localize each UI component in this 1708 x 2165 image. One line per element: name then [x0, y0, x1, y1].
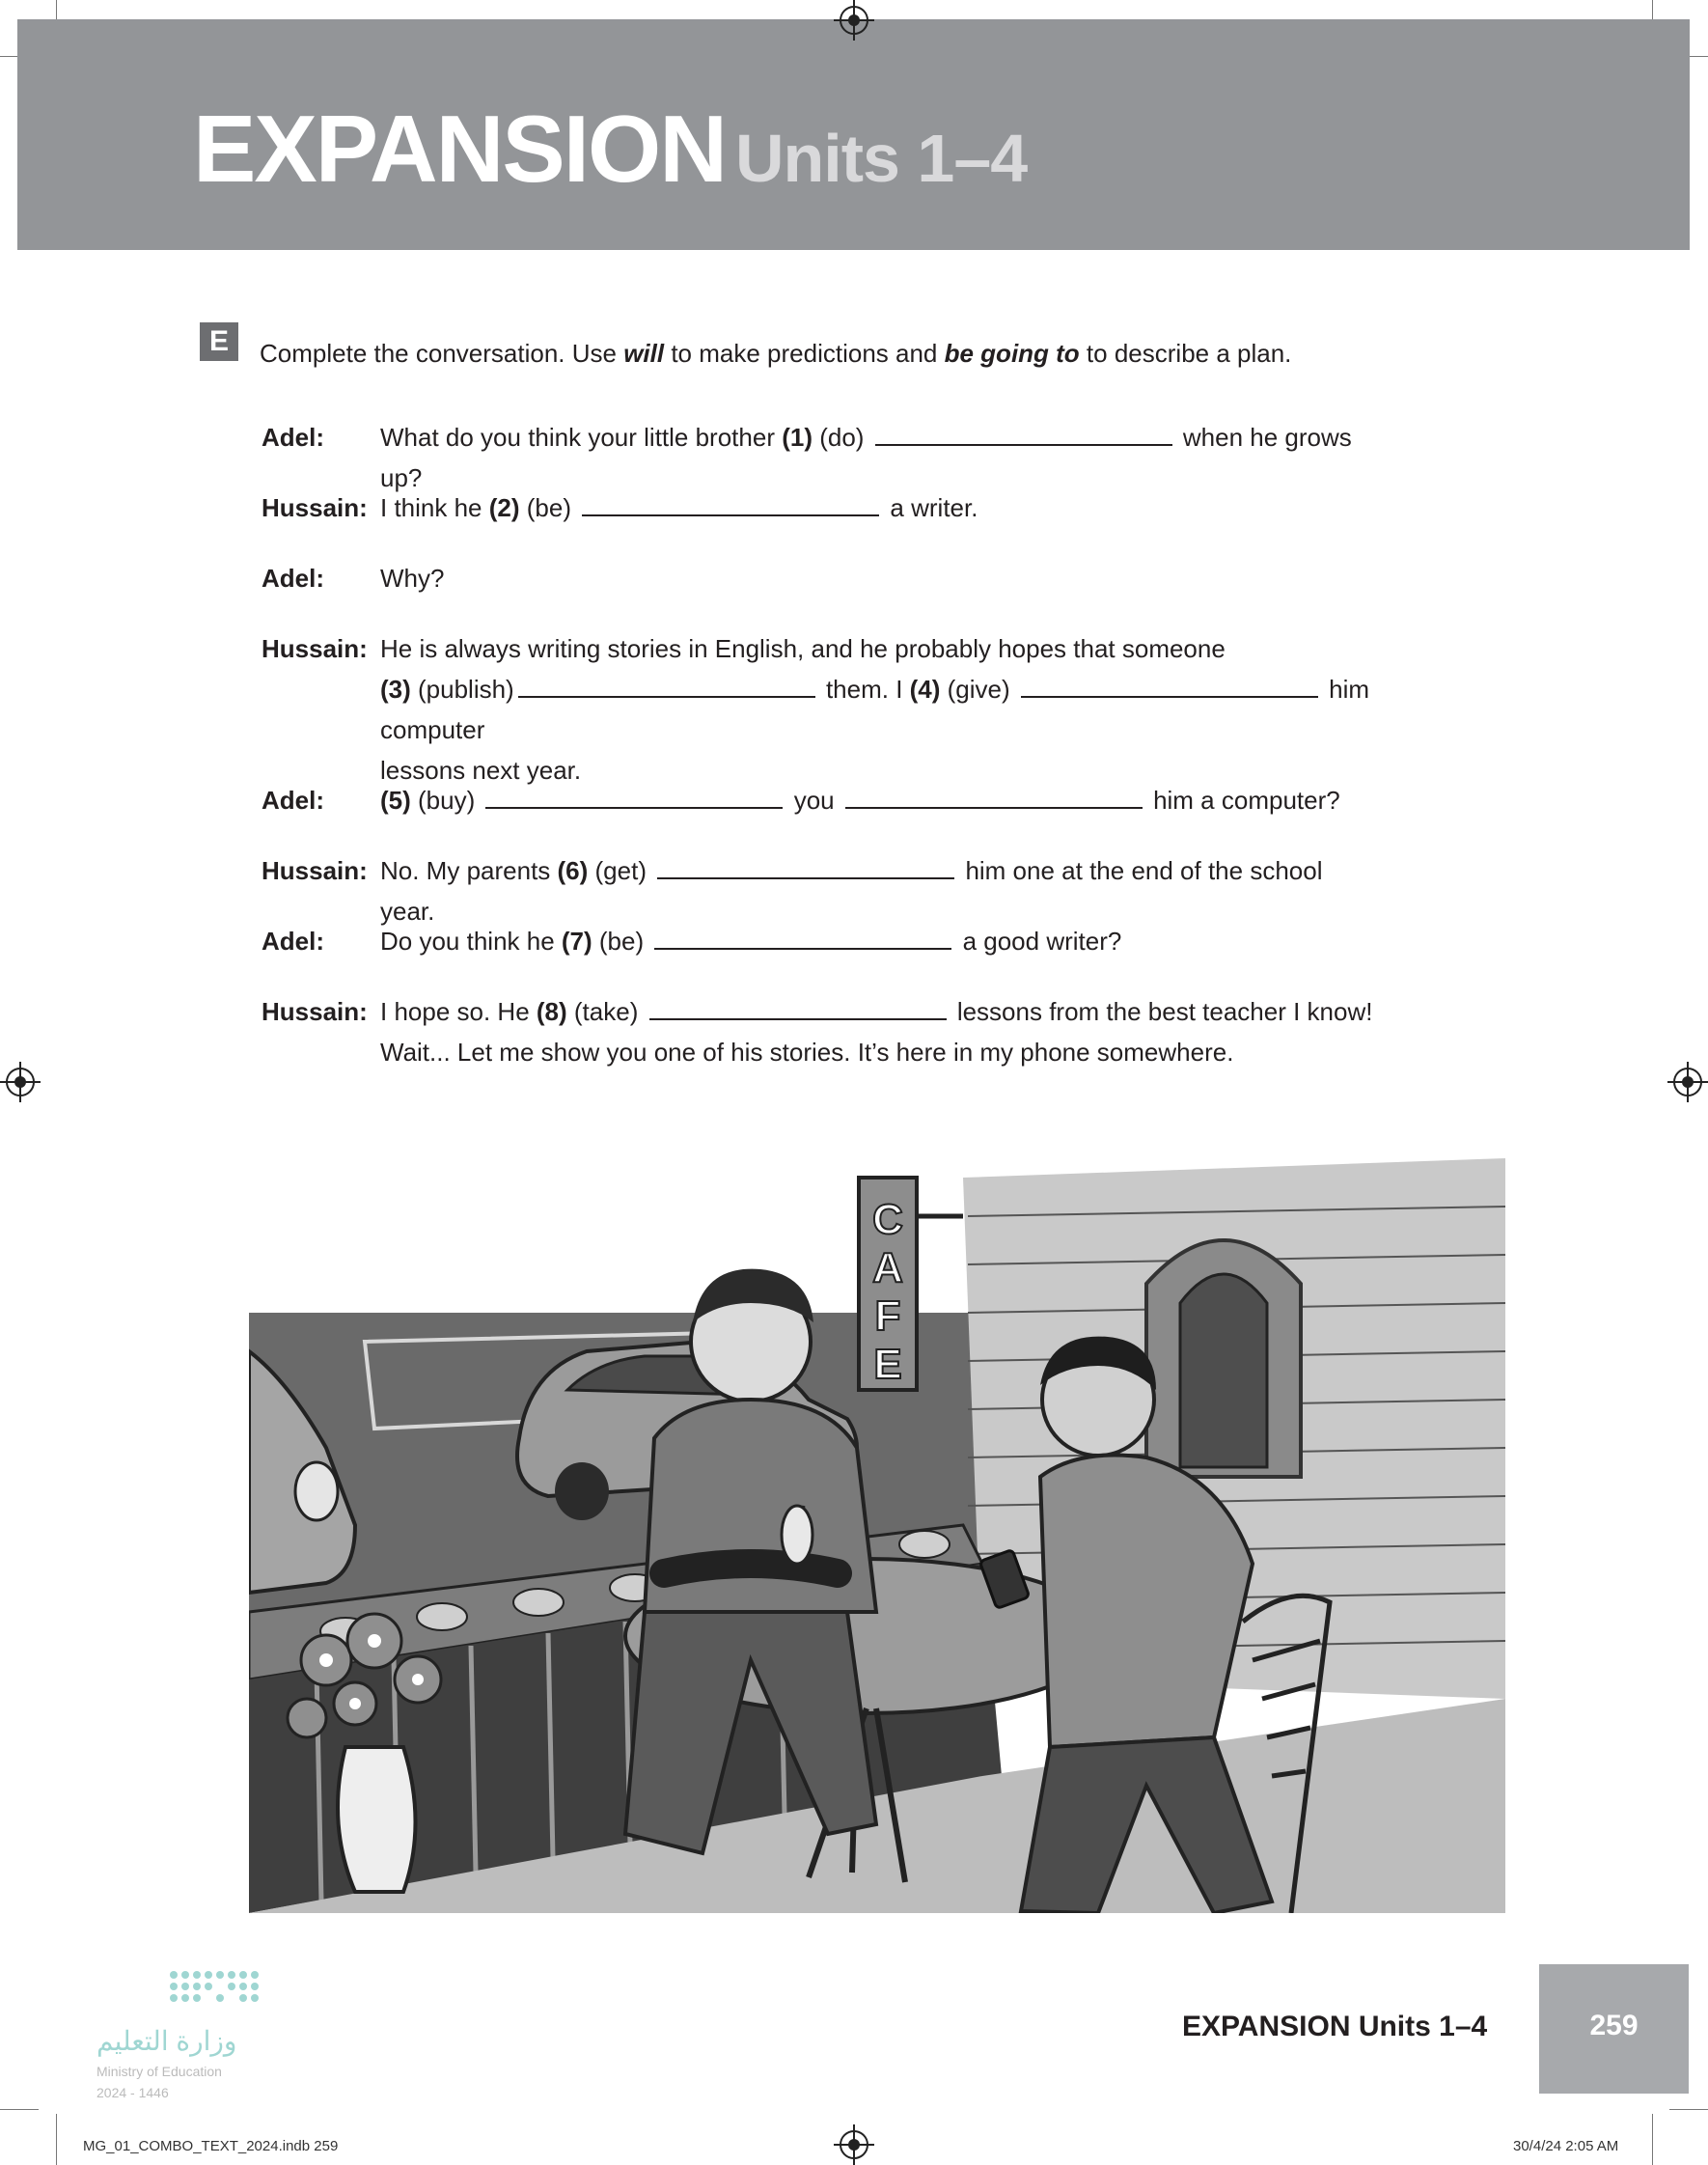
ministry-name-arabic: وزارة التعليم: [96, 2026, 237, 2056]
slug-right: 30/4/24 2:05 AM: [1513, 2138, 1619, 2154]
speaker-label: Hussain:: [262, 997, 368, 1026]
speaker-label: Hussain:: [262, 856, 368, 885]
speech-text: Why?: [380, 564, 445, 593]
text-row: [380, 669, 1374, 750]
verb-cue: (give): [940, 675, 1017, 704]
text: a good writer?: [955, 927, 1122, 956]
speaker-label: Adel:: [262, 927, 324, 956]
answer-blank-8[interactable]: [649, 995, 947, 1020]
speech-text: [380, 780, 1374, 820]
answer-blank-2[interactable]: [582, 491, 879, 516]
ministry-name-english: Ministry of Education: [96, 2064, 222, 2079]
speaker-label: Hussain:: [262, 634, 368, 663]
cafe-illustration: [249, 1158, 1505, 1913]
item-number: (4): [909, 675, 941, 704]
answer-blank-1[interactable]: [875, 421, 1172, 446]
title-sub: Units 1–4: [734, 121, 1028, 196]
sign-letter: A: [872, 1244, 903, 1291]
speaker-label: Adel:: [262, 786, 324, 815]
speaker-label: Hussain:: [262, 493, 368, 522]
text: when he grows up?: [380, 423, 1352, 492]
crop-mark: [0, 2109, 39, 2110]
answer-blank-7[interactable]: [654, 925, 951, 950]
sign-letter: C: [872, 1196, 903, 1243]
answer-blank-5b[interactable]: [845, 784, 1143, 809]
sign-letter: F: [874, 1292, 901, 1340]
page-title: [193, 96, 1028, 202]
registration-mark-icon: [840, 6, 868, 35]
text: you: [786, 786, 841, 815]
text: He is always writing stories in English, and he probably hopes that someone: [380, 634, 1226, 663]
text: a writer.: [883, 493, 978, 522]
text-row: [380, 991, 1374, 1032]
page-number: 259: [1589, 2010, 1639, 2041]
crop-mark: [1652, 2114, 1653, 2165]
sign-letter: E: [873, 1341, 902, 1388]
instruction-keyword-be-going-to: be going to: [944, 339, 1080, 368]
verb-cue: (do): [812, 423, 871, 452]
registration-mark-icon: [1673, 1068, 1702, 1096]
verb-cue: (publish): [410, 675, 514, 704]
text: lessons next year.: [380, 756, 582, 785]
text: him one at the end of the school year.: [380, 856, 1323, 926]
ministry-logo-dots-icon: [96, 1969, 261, 2008]
answer-blank-6[interactable]: [657, 854, 954, 879]
text: I think he: [380, 493, 489, 522]
ministry-logo: [96, 1969, 261, 2104]
text: him a computer?: [1145, 786, 1340, 815]
item-number: (5): [380, 786, 411, 815]
answer-blank-5a[interactable]: [485, 784, 783, 809]
speech-text: [380, 417, 1374, 498]
text: What do you think your little brother: [380, 423, 783, 452]
registration-mark-icon: [6, 1068, 35, 1096]
instruction-text: Complete the conversation. Use: [260, 339, 624, 368]
speech-text: [380, 628, 1374, 791]
registration-mark-icon: [840, 2130, 868, 2159]
speaker-label: Adel:: [262, 564, 324, 593]
slug-left: MG_01_COMBO_TEXT_2024.indb 259: [83, 2138, 339, 2154]
instruction-text: to describe a plan.: [1079, 339, 1292, 368]
verb-cue: (be): [592, 927, 651, 956]
item-number: (1): [782, 423, 813, 452]
exercise-badge: E: [200, 322, 238, 361]
text: lessons from the best teacher I know!: [950, 997, 1373, 1026]
speech-text: [380, 850, 1374, 931]
speech-text: [380, 991, 1374, 1072]
ministry-year: 2024 - 1446: [96, 2085, 169, 2100]
speaker-label: Adel:: [262, 423, 324, 452]
verb-cue: (be): [519, 493, 579, 522]
text: No. My parents: [380, 856, 558, 885]
text: him computer: [380, 675, 1370, 744]
verb-cue: (take): [566, 997, 646, 1026]
speech-text: [380, 487, 1374, 528]
crop-mark: [56, 2114, 57, 2165]
item-number: (2): [488, 493, 520, 522]
title-main: EXPANSION: [193, 96, 726, 202]
answer-blank-3[interactable]: [518, 673, 815, 698]
text: I hope so. He: [380, 997, 537, 1026]
verb-cue: (buy): [410, 786, 482, 815]
item-number: (3): [380, 675, 411, 704]
item-number: (8): [536, 997, 567, 1026]
verb-cue: (get): [588, 856, 654, 885]
text: Do you think he: [380, 927, 562, 956]
instruction-text: to make predictions and: [664, 339, 945, 368]
item-number: (6): [557, 856, 589, 885]
text: Wait... Let me show you one of his stories. It’s here in my phone somewhere.: [380, 1038, 1234, 1067]
exercise-instruction: [260, 336, 1291, 371]
text: them. I: [818, 675, 910, 704]
answer-blank-4[interactable]: [1021, 673, 1318, 698]
speech-text: [380, 921, 1374, 961]
instruction-keyword-will: will: [623, 339, 665, 368]
crop-mark: [1669, 2109, 1708, 2110]
footer-title: EXPANSION Units 1–4: [1182, 2011, 1488, 2042]
item-number: (7): [561, 927, 592, 956]
